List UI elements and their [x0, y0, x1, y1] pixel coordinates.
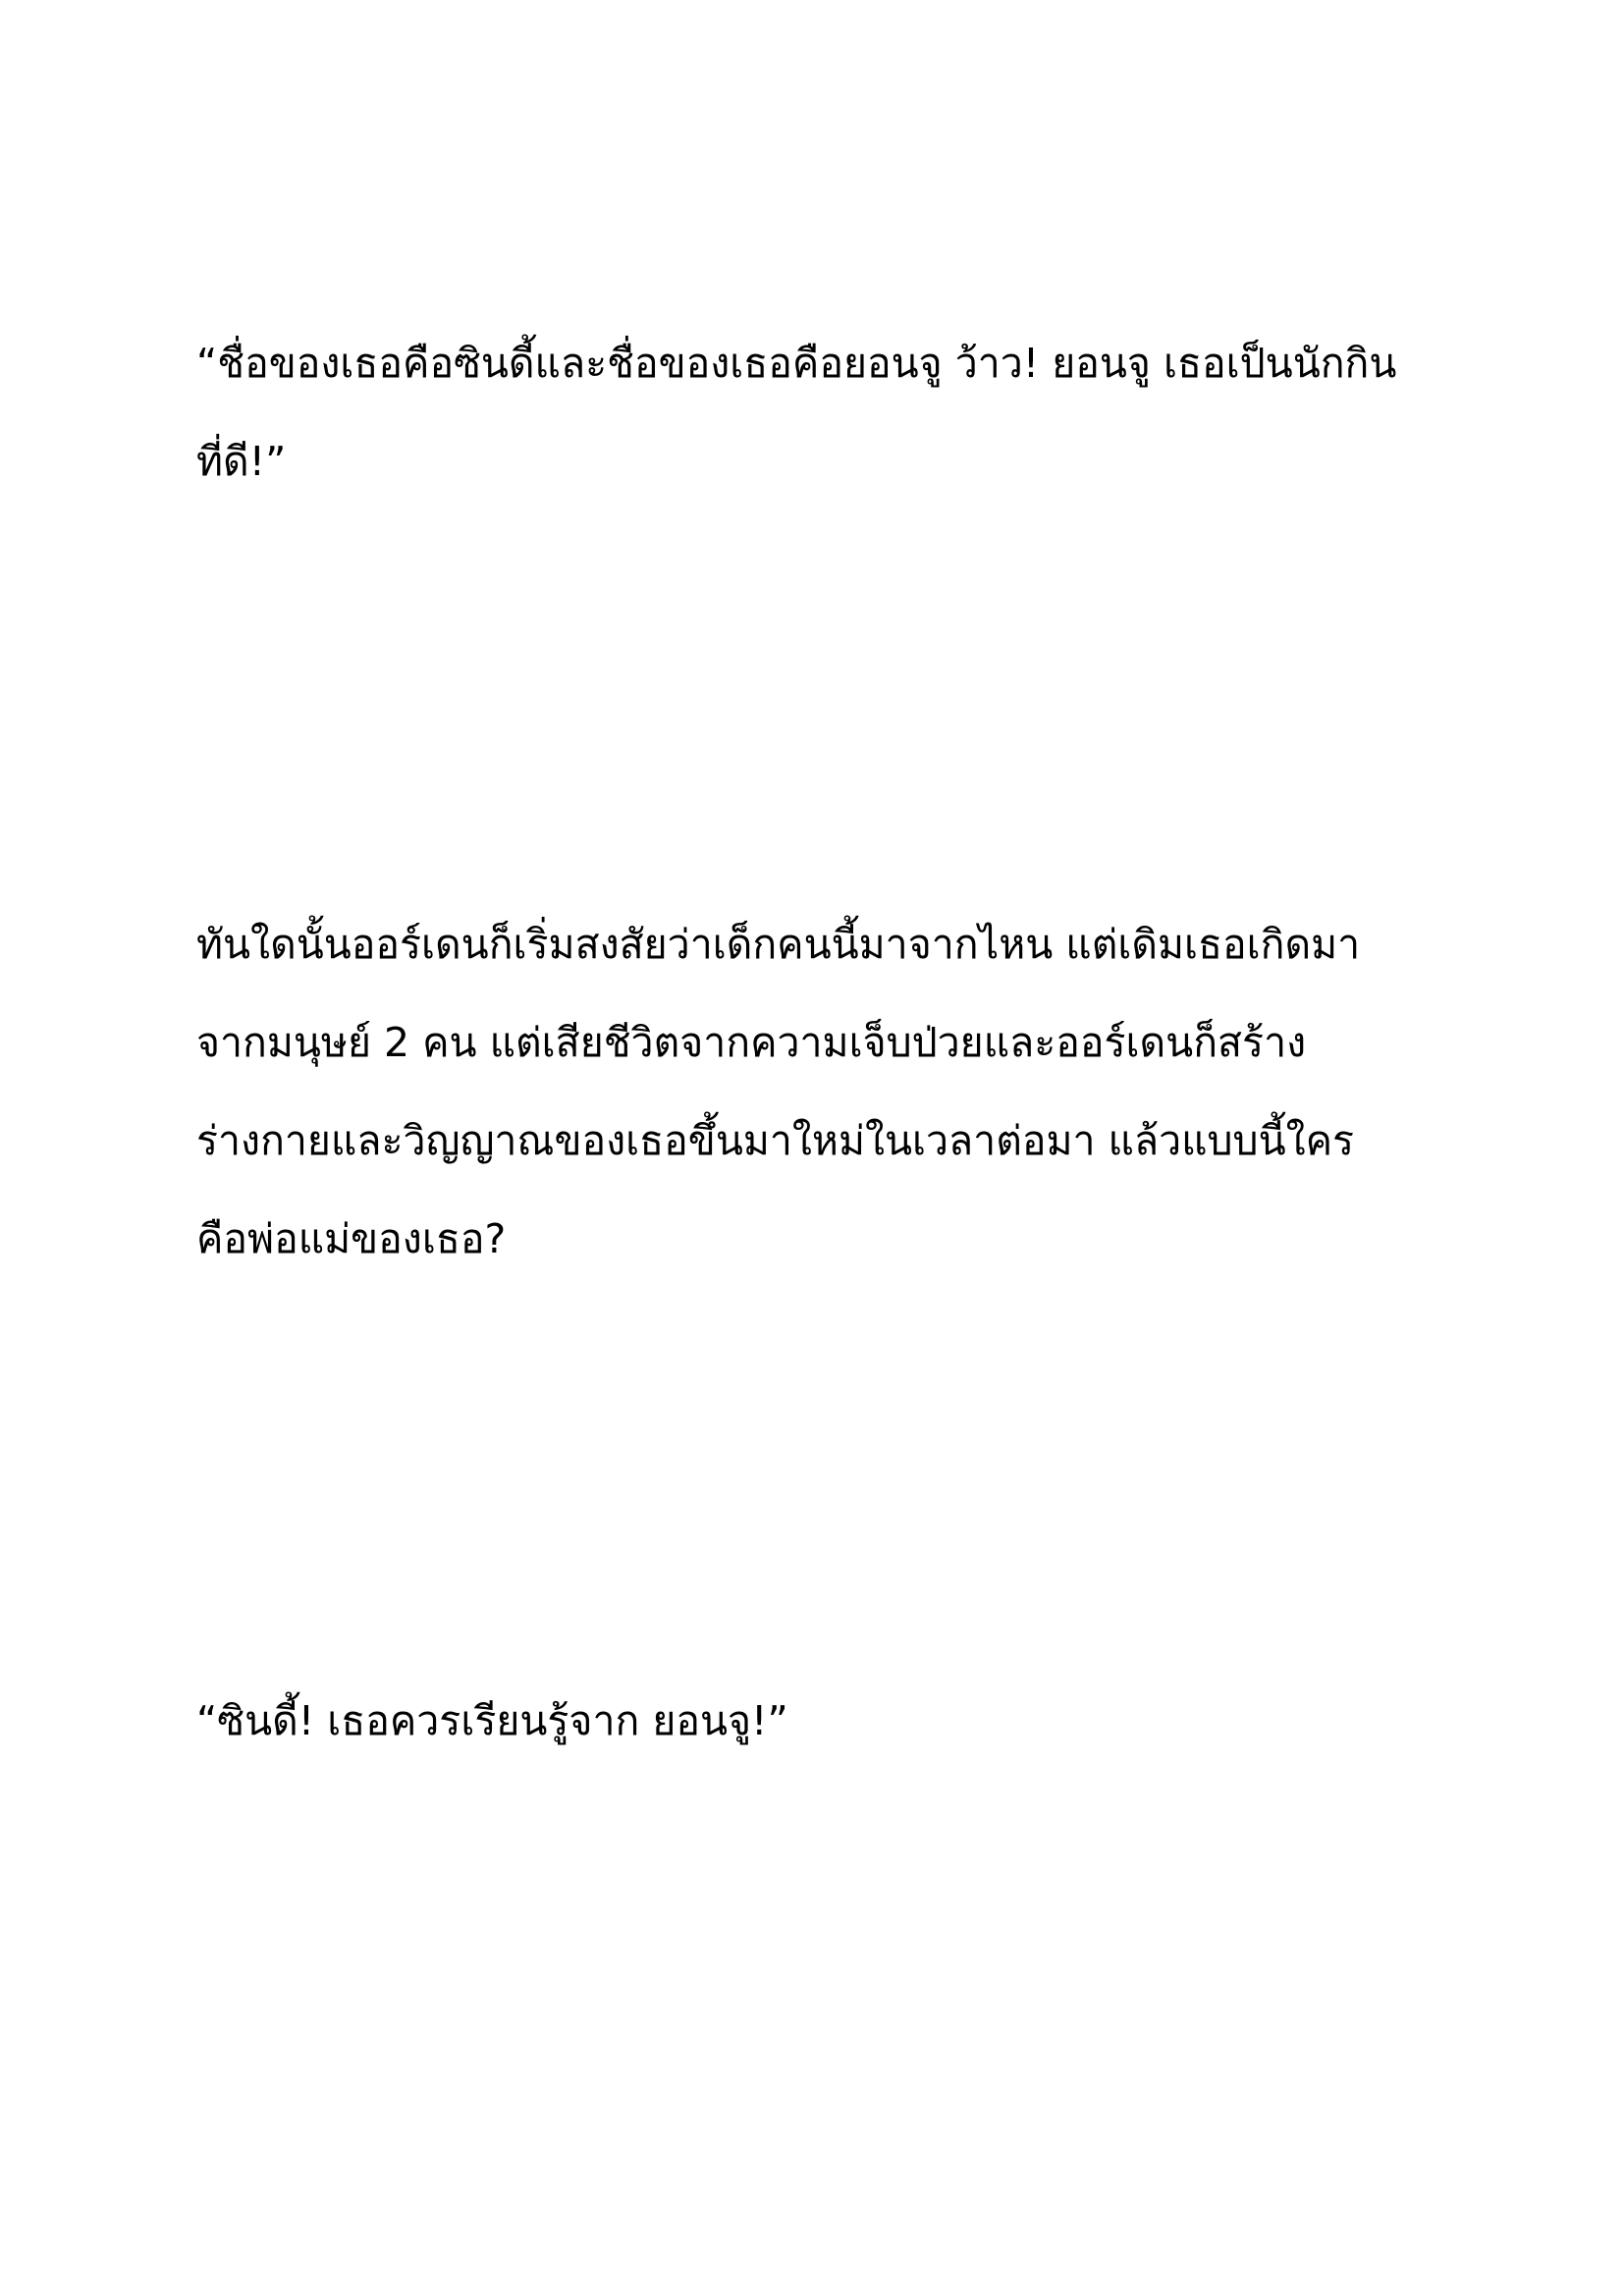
text-line: ทันใดนั้นออร์เดนก็เริ่มสงสัยว่าเด็กคนนี้มาจากไหน แต่เดิมเธอเกิดมา: [196, 921, 1361, 968]
paragraph-narration: [196, 895, 1434, 1288]
text-line: ที่ดี!”: [196, 438, 287, 485]
text-line: คือพ่อแม่ของเธอ?: [196, 1215, 507, 1262]
paragraph-dialogue-name: [196, 314, 1434, 510]
text-line: “ซินดี้! เธอควรเรียนรู้จาก ยอนจู!”: [196, 1697, 788, 1744]
paragraph-dialogue-advice: [196, 1672, 1434, 1770]
text-line: ร่างกายและวิญญาณของเธอขึ้นมาใหม่ในเวลาต่อมา แล้วแบบนี้ใคร: [196, 1117, 1355, 1164]
text-line: “ชื่อของเธอคือซินดี้และชื่อของเธอคือยอนจู ว้าว! ยอนจู เธอเป็นนักกิน: [196, 340, 1397, 387]
text-line: จากมนุษย์ 2 คน แต่เสียชีวิตจากความเจ็บป่วยและออร์เดนก็สร้าง: [196, 1019, 1307, 1066]
